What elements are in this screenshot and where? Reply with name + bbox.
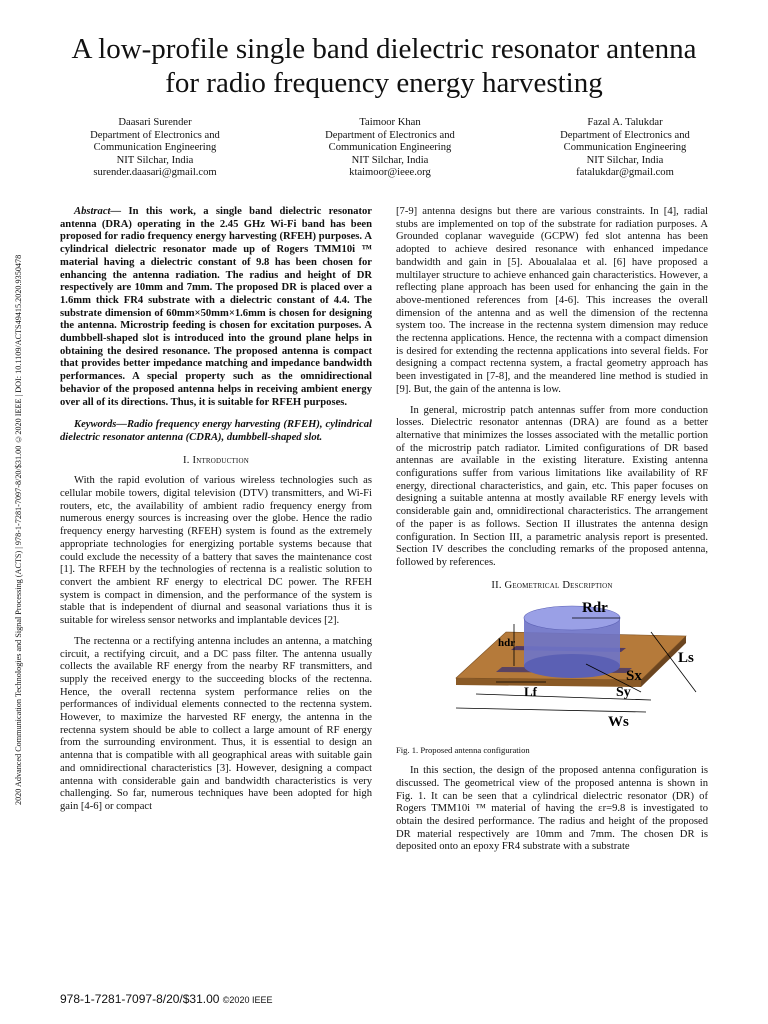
author-dept: Communication Engineering (328, 142, 452, 154)
author-2 (275, 117, 505, 180)
author-institution: NIT Silchar, India (586, 154, 664, 166)
label-ws: Ws (608, 714, 629, 731)
keywords: Keywords—Radio frequency energy harvesting (RFEH), cylindrical dielectric resonator antenna (CDRA), dumbbell-shaped slot. (60, 419, 372, 443)
section-heading-introduction: I. Introduction (183, 454, 249, 466)
abstract (60, 206, 372, 409)
paragraph: In this section, the design of the proposed antenna configuration is discussed. The geometrical view of the proposed antenna is shown in Fig. 1. It can be seen that a cylindrical dielectric resonator (DR) of Rogers TMM10i ™ material of having the εr=9.8 is investigated to obtain the desired performance. The radius and height of the proposed DR material respectively are 10mm and 7mm. The chosen DR is deposited onto an epoxy FR4 substrate with a substrate (396, 765, 708, 853)
footer-copyright: ©2020 IEEE (222, 995, 273, 1005)
figure-caption: Fig. 1. Proposed antenna configuration (396, 745, 530, 756)
author-dept: Communication Engineering (93, 142, 217, 154)
label-ls: Ls (678, 650, 694, 667)
section-heading-geometry: II. Geometrical Description (491, 579, 613, 591)
right-column (396, 206, 708, 862)
label-sy: Sy (616, 685, 631, 701)
author-block (40, 117, 740, 180)
author-1 (40, 117, 270, 180)
footer-isbn: 978-1-7281-7097-8/20/$31.00 (60, 992, 223, 1006)
author-email: fatalukdar@gmail.com (576, 167, 674, 179)
ws-arrow (456, 708, 646, 712)
paragraph: With the rapid evolution of various wireless technologies such as cellular mobile towers, digital television (DTV) transmitters, and Wi-Fi routers, etc, the availability of ambient radio frequency energy from numerous energy sources is increasing over the globe. Hence the radio frequency energy harvesting (RFEH) system is found as the extremely appropriate technologies for energizing portable systems because that could exclude the necessity of a battery that saves the maintenance cost [1]. The RFEH by the technologies of rectenna is a realistic solution to convert the ambient RF energy to electrical DC power. The RFEH system is compact in dimension, and the performance of the system is stable that is independent of diurnal and seasonal variations thus it is suitable for wireless sensor networks and implantable devices [2]. (60, 475, 372, 627)
doi-sidebar: 2020 Advanced Communication Technologies and Signal Processing (ACTS) | 978-1-7281-7097-8/20/$31.00 ©2020 IEEE | DOI: 10.1109/ACTS49415.2020.9350478 (14, 254, 23, 805)
page-footer (60, 992, 272, 1006)
paragraph: [7-9] antenna designs but there are various constraints. In [4], radial stubs are implemented on top of the substrate for radiation purposes. A Grounded coplanar waveguide (GCPW) fed slot antenna has been adopted to achieve desired resonance with enhanced impedance bandwidth and gain in [5]. Aboualalaa et al. [6] have proposed a multilayer structure to achieve enhanced gain characteristics. However, a reflecting plane approach has been used for enhancing the gain in the above-mentioned references from [4-6]. This increases the overall dimension of the antenna and as well the dimension of the rectenna system too. The increase in the rectenna system dimension may reduce the rectenna applications. Hence, the rectenna with a compact dimension is desired for extending the rectenna applications into several fields. For designing a compact rectenna system, a fractal geometry approach has been investigated in [7-8], and the meandered line method is studied in [9]. But, the gain of the antenna is low. (396, 206, 708, 395)
paragraph: The rectenna or a rectifying antenna includes an antenna, a matching circuit, a rectifying circuit, and a DC pass filter. The antenna usually collects the available RF energy from the nearby RF transmitters, and supply the received energy to the succeeding blocks of the rectenna. Hence, the overall rectenna system performance relies on the performances of individual elements connected to the rectenna system. However, to maximize the harvested RF energy, the antenna in the rectenna system should be able to collect a large amount of RF energy from the surrounding environment. Thus, it is essential to design an antenna that is compatible with all geographical areas with suitable gain and omnidirectional characteristics [3]. However, designing a compact antenna with considerable gain and bandwidth characteristics is very challenging. So far, numerous techniques have been adopted for high gain [4-6] or compact (60, 635, 372, 812)
author-email: ktaimoor@ieee.org (349, 167, 431, 179)
author-3 (510, 117, 740, 180)
author-dept: Department of Electronics and (90, 129, 220, 141)
paper-title: A low-profile single band dielectric resonator antenna for radio frequency energy harvesting (71, 33, 697, 99)
author-institution: NIT Silchar, India (351, 154, 429, 166)
antenna-figure (396, 600, 708, 740)
author-name: Taimoor Khan (359, 117, 421, 128)
abstract-lead: Abstract— (74, 206, 122, 217)
author-institution: NIT Silchar, India (116, 154, 194, 166)
author-dept: Department of Electronics and (325, 129, 455, 141)
author-name: Daasari Surender (118, 117, 192, 128)
label-lf: Lf (524, 684, 537, 700)
abstract-body: In this work, a single band dielectric resonator antenna (DRA) operating in the 2.45 GHz Wi-Fi band has been proposed for radio frequency energy harvesting (RFEH) purposes. A cylindrical dielectric resonator made up of Rogers TMM10i ™ material having a dielectric constant of 9.8 has been chosen for enhancing the antenna radiation. The radius and height of DR respectively are 10mm and 7mm. The proposed DR is placed over a 1.6mm thick FR4 substrate with a dielectric constant of 4.4. The substrate dimension of 60mm×50mm×1.6mm is chosen for designing the antenna. Microstrip feeding is chosen for excitation purposes. A dumbbell-shaped slot is introduced into the ground plane helps in obtaining the desired resonance. The proposed antenna is compact that provides better impedance matching and impedance bandwidth performances. A special property such as the omnidirectional behavior of the proposed antenna helps in receiving ambient energy over all of its directions. Thus, it is suitable for RFEH purposes. (60, 206, 372, 408)
author-email: surender.daasari@gmail.com (93, 167, 217, 179)
label-sx: Sx (626, 668, 642, 685)
author-dept: Communication Engineering (563, 142, 687, 154)
author-name: Fazal A. Talukdar (587, 117, 663, 128)
left-column (60, 206, 372, 822)
paragraph: In general, microstrip patch antennas suffer from more conduction losses. Dielectric resonator antennas (DRA) are found as a better alternative that minimizes the losses associated with the metallic portion of the microstrip patch radiator. Limited configurations of DR based antennas are available in the existing literature. Existing antenna configurations suffer from various limitations like availability of RF energy, directional characteristics, and gain, etc. This paper focuses on designing a suitable antenna at mostly available RF energy levels with considerable gain and, omnidirectional characteristics. The arrangement of the paper is as follows. Section II illustrates the antenna design configuration. In Section III, a parametric analysis report is presented. Section IV describes the concluding remarks of the proposed antenna, followed by references. (396, 404, 708, 568)
label-hdr: hdr (498, 637, 516, 650)
author-dept: Department of Electronics and (560, 129, 690, 141)
antenna-diagram (436, 600, 706, 740)
label-rdr: Rdr (582, 600, 608, 617)
